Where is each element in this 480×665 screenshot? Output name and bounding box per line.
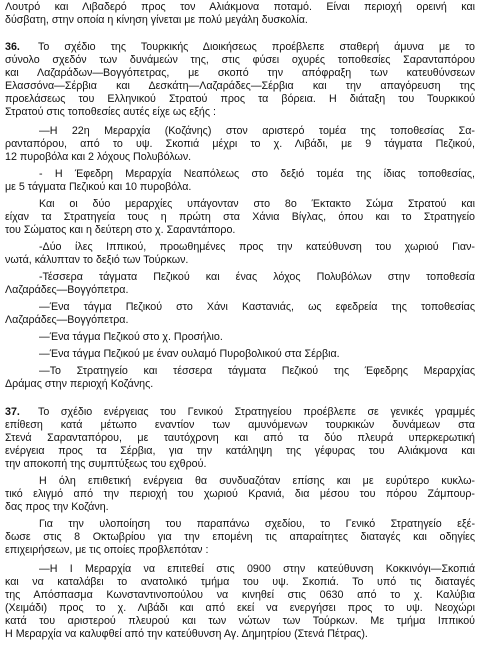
s37-p4-line: κατά του αριστερού πλευρού και των νώτων των Τούρκων. Με τμήμα Ιππικού (5, 615, 475, 627)
s37-p1-line: Στενά Σαρανταπόρου, με ταυτόχρονη και από τα δύο πλευρά υπερκερωτική (5, 432, 475, 444)
s37-p1-line: Το σχέδιο ενέργειας του Γενικού Στρατηγείου προέβλεπε σε γενικές γραμμές (38, 406, 475, 418)
s36-p1-line: Ελασσόνα—Σέρβια και Δεσκάτη—Λαζαράδες—Σέρβια και την απαγόρευση της (5, 80, 475, 92)
s37-p2-line: Η όλη επιθετική ενέργεια θα συνδυαζόταν επίσης και με ευρύτερο κυκλω- (39, 475, 475, 487)
s37-p3-line: δωσε στις 8 Οκτωβρίου για την επομένη τις απαραίτητες διαταγές και οδηγίες (5, 531, 475, 543)
s36-item-line: Λαζαράδες—Βογγόπετρα. (5, 284, 129, 296)
intro-line: δύσβατη, στην οποία η κίνηση γίνεται με πολύ μεγάλη δυσκολία. (5, 14, 308, 26)
s37-p1-line: επίθεση κατά μέτωπο εναντίον των αμυνόμενων τουρκικών δυνάμεων στα (5, 419, 475, 431)
s36-p1-line: Στρατού στις τοποθεσίες αυτές είχε ως εξής : (5, 106, 216, 118)
s37-p4-line: Η Μεραρχία να καλυφθεί από την κατεύθυνση Αγ. Δημητρίου (Στενά Πέτρας). (5, 628, 368, 640)
s36-item-line: είχαν τα Στρατηγεία τους η πρώτη στα Χάνια Βίγλας, όπου και το Στρατηγείο (5, 211, 475, 223)
s37-p4-line: (Χειμάδι) προς το χ. Λιβάδι και από εκεί να ενεργήσει προς το υψ. Νεοχώρι (5, 602, 475, 614)
s36-item-line: του Σώματος και η δεύτερη στο χ. Σαραντάπορο. (5, 224, 236, 236)
s37-p1-line: ενέργεια προς τα Σέρβια, για την κατάληψη της γέφυρας του Αλιάκμονα και (5, 445, 475, 457)
s36-item-line: Και οι δύο μεραρχίες υπάγονταν στο 8ο Έκτακτο Σώμα Στρατού και (39, 198, 475, 210)
s36-item-line: με 5 τάγματα Πεζικού και 10 πυροβόλα. (5, 181, 192, 193)
s37-p3-line: Για την υλοποίηση του παραπάνω σχεδίου, το Γενικό Στρατηγείο εξέ- (39, 518, 475, 530)
s36-p1-line: προελάσεως του Ελληνικού Στρατού προς τα βόρεια. Η διάταξη του Τουρκικού (5, 93, 475, 105)
s36-item-line: —Ένα τάγμα Πεζικού στο χ. Προσήλιο. (39, 331, 223, 343)
s36-item-line: νωτά, κάλυπταν το δεξιό των Τούρκων. (5, 254, 189, 266)
s37-p4-line: και να καταλάβει το ανατολικό τμήμα του υψ. Σκοπιά. Το υπό τις διαταγές (5, 576, 475, 588)
s36-p1-line: σύνολο σχεδόν των δυνάμεών της, στις φύσει οχυρές τοποθεσίες Σαρανταπόρου (5, 54, 475, 66)
s36-item-line: Λαζαράδες—Βογγόπετρα. (5, 314, 129, 326)
s36-item-line: -Τέσσερα τάγματα Πεζικού και ένας λόχος Πολυβόλων στην τοποθεσία (39, 271, 475, 283)
s36-item-line: —Η 22η Μεραρχία (Κοζάνης) στον αριστερό τομέα της τοποθεσίας Σα- (39, 125, 475, 137)
s36-p1-line: και Λαζαράδων—Βογγόπετρας, με σκοπό την απόφραξη των κατευθύνσεων (5, 67, 475, 79)
s36-item-line: —Ένα τάγμα Πεζικού με έναν ουλαμό Πυροβολικού στα Σέρβια. (39, 348, 340, 360)
intro-line: Λουτρό και Λιβαδερό προς τον Αλιάκμονα ποταμό. Είναι περιοχή ορεινή και (5, 1, 475, 13)
section-36-number: 36. (5, 41, 20, 53)
s37-p3-line: επιχειρήσεων, με τις οποίες προβλεπόταν : (5, 544, 209, 556)
s36-item-line: —Ένα τάγμα Πεζικού στο Χάνι Καστανιάς, ως εφεδρεία της τοποθεσίας (39, 301, 475, 313)
s36-item-line: -Δύο ίλες Ιππικού, προωθημένες προς την κατεύθυνση του χωριού Γιαν- (39, 241, 475, 253)
s36-item-line: - Η Έφεδρη Μεραρχία Νεαπόλεως στο δεξιό τομέα της ίδιας τοποθεσίας, (39, 168, 475, 180)
s36-item-line: 12 πυροβόλα και 2 λόχους Πολυβόλων. (5, 151, 192, 163)
s36-p1-line: Το σχέδιο της Τουρκικής Διοικήσεως προέβλεπε σταθερή άμυνα με το (38, 41, 475, 53)
s37-p4-line: της Απόσπασμα Κωνσταντινοπούλου να κινηθεί στις 0630 από το χ. Καλύβια (5, 589, 475, 601)
s37-p1-line: την αποκοπή της συμπτύξεως του εχθρού. (5, 458, 207, 470)
s36-item-line: Δράμας στην περιοχή Κοζάνης. (5, 378, 154, 390)
s36-item-line: ρανταπόρου, από το υψ. Σκοπιά μέχρι το χ. Λιβάδι, με 9 τάγματα Πεζικού, (5, 138, 475, 150)
s37-p2-line: τικό ελιγμό από την περιοχή του χωριού Κρανιά, δια μέσου του πόρου Ζάμπουρ- (5, 488, 475, 500)
s37-p2-line: δας προς την Κοζάνη. (5, 501, 109, 513)
s36-item-line: —Το Στρατηγείο και τέσσερα τάγματα Πεζικού της Έφεδρης Μεραρχίας (39, 365, 475, 377)
s37-p4-line: —Η Ι Μεραρχία να επιτεθεί στις 0900 στην κατεύθυνση Κοκκινόγι—Σκοπιά (39, 563, 475, 575)
section-37-number: 37. (5, 406, 20, 418)
